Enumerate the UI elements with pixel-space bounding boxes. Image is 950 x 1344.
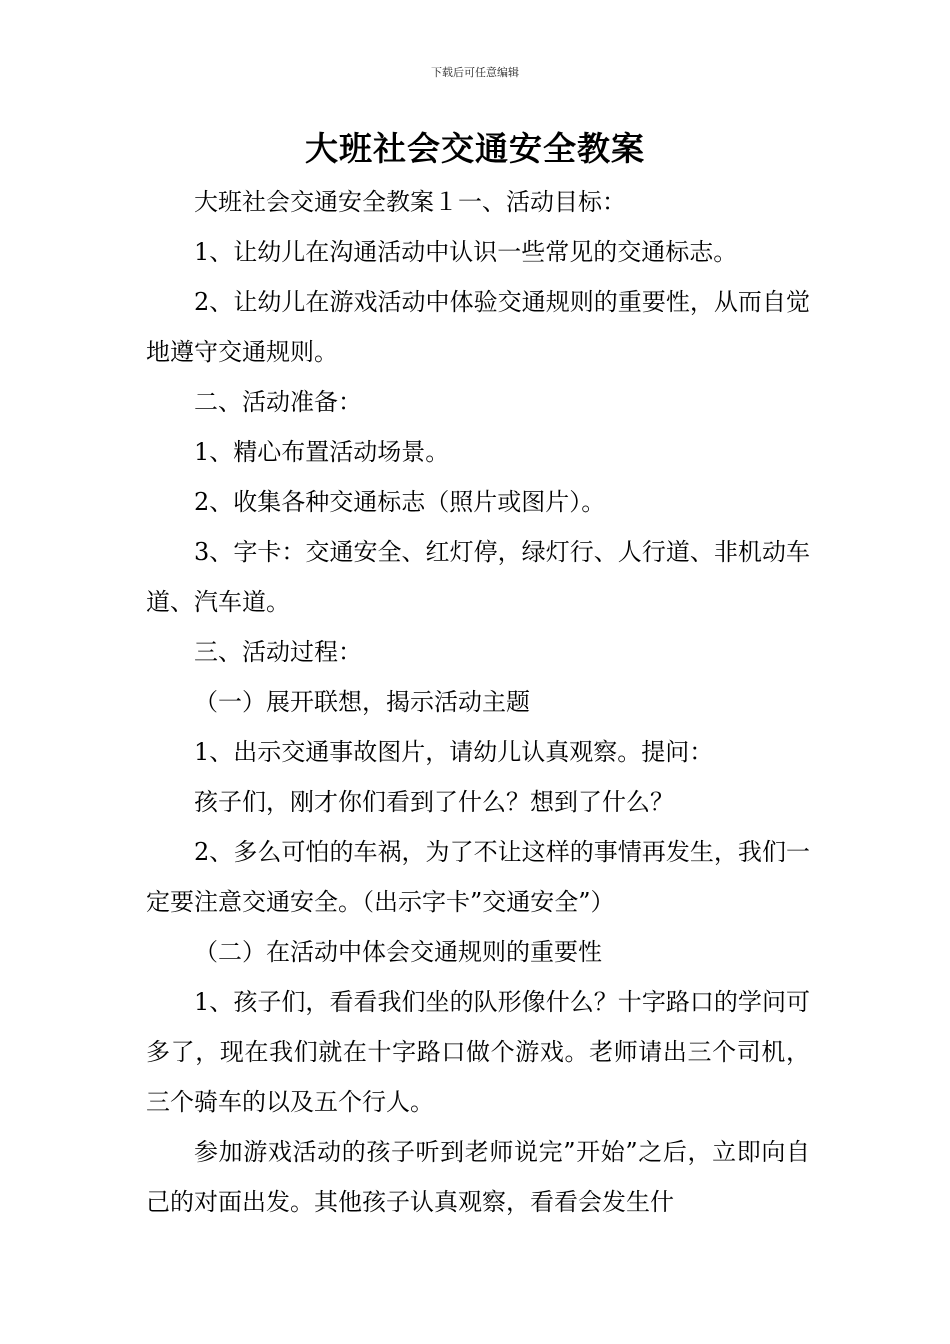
paragraph-prep-2: 2、收集各种交通标志（照片或图片）。 [194,488,606,516]
header-note: 下载后可任意编辑 [431,66,519,79]
paragraph-section-1-question: 孩子们，刚才你们看到了什么？想到了什么？ [194,788,674,816]
paragraph-section-1-step-1: 1、出示交通事故图片，请幼儿认真观察。提问： [194,738,714,766]
paragraph-section-2-step-1: 1、孩子们，看看我们坐的队形像什么？十字路口的学问可多了，现在我们就在十字路口做个游戏。老师请出三个司机，三个骑车的以及五个行人。 [146,988,810,1116]
paragraph-section-1-step-2: 2、多么可怕的车祸，为了不让这样的事情再发生，我们一定要注意交通安全。（出示字卡”交通安全”） [146,838,810,916]
paragraph-prep-1: 1、精心布置活动场景。 [194,438,450,466]
document-body [146,177,810,1227]
page-title: 大班社会交通安全教案 [305,129,645,168]
paragraph-section-2-heading: （二）在活动中体会交通规则的重要性 [194,938,602,966]
paragraph-goal-2: 2、让幼儿在游戏活动中体验交通规则的重要性，从而自觉地遵守交通规则。 [146,288,810,366]
paragraph-process-heading: 三、活动过程： [194,638,362,666]
paragraph-prep-3: 3、字卡：交通安全、红灯停，绿灯行、人行道、非机动车道、汽车道。 [146,538,810,616]
paragraph-section-2-game: 参加游戏活动的孩子听到老师说完”开始”之后，立即向自己的对面出发。其他孩子认真观察，看看会发生什 [146,1138,810,1216]
paragraph-goal-1: 1、让幼儿在沟通活动中认识一些常见的交通标志。 [194,238,738,266]
paragraph-section-1-heading: （一）展开联想，揭示活动主题 [194,688,530,716]
paragraph-goal-heading: 大班社会交通安全教案１一、活动目标： [194,188,626,216]
paragraph-prep-heading: 二、活动准备： [194,388,362,416]
